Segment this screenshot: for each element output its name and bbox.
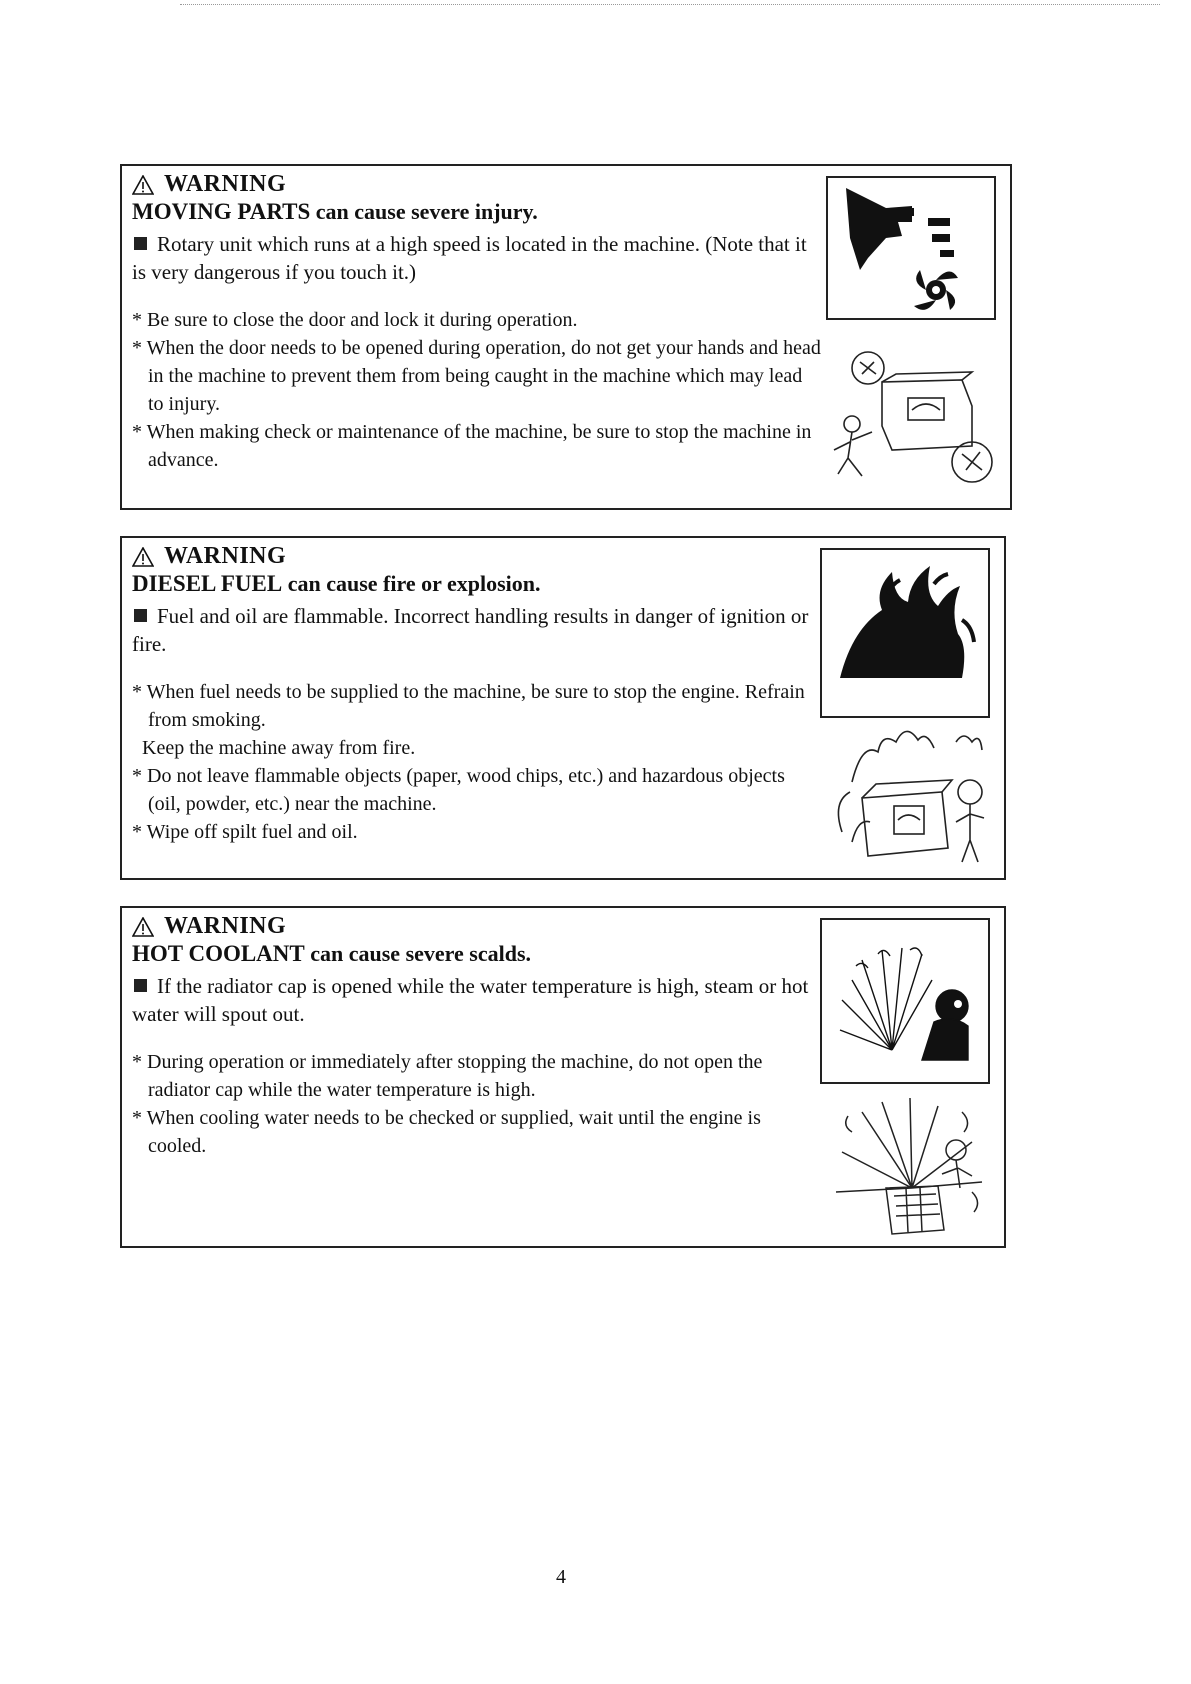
warning-text xyxy=(132,170,822,474)
warning-triangle-icon xyxy=(132,547,154,567)
hazard-consequence: can cause severe injury. xyxy=(315,199,538,224)
precaution-list xyxy=(132,1048,822,1160)
hazard-description-text: If the radiator cap is opened while the water temperature is high, steam or hot water will spout out. xyxy=(132,974,809,1026)
hazard-consequence: can cause fire or explosion. xyxy=(287,571,541,596)
square-bullet-icon xyxy=(134,237,147,250)
hazard-consequence: can cause severe scalds. xyxy=(310,941,532,966)
warning-box-diesel-fuel xyxy=(120,536,1006,880)
warning-label: WARNING xyxy=(164,171,287,197)
burning-machine-illustration-icon xyxy=(822,722,998,870)
hazard-description xyxy=(132,230,822,286)
flame-icon xyxy=(820,548,990,718)
precaution-item: * When the door needs to be opened during operation, do not get your hands and head in the machine to prevent them from being caught in the machine which may lead to injury. xyxy=(132,337,821,415)
hazard-description xyxy=(132,972,822,1028)
precaution-item: Keep the machine away from fire. xyxy=(142,737,416,759)
hazard-title xyxy=(132,571,822,600)
scan-artifact-line xyxy=(180,4,1160,7)
warning-triangle-icon xyxy=(132,175,154,195)
square-bullet-icon xyxy=(134,979,147,992)
precaution-list xyxy=(132,678,822,846)
square-bullet-icon xyxy=(134,609,147,622)
warning-box-moving-parts xyxy=(120,164,1012,510)
rotating-fan-hand-icon xyxy=(826,176,996,320)
precaution-list xyxy=(132,306,822,474)
worker-machine-illustration-icon xyxy=(822,346,998,496)
precaution-item: * Wipe off spilt fuel and oil. xyxy=(132,821,358,843)
hazard-key: MOVING PARTS xyxy=(132,199,311,224)
precaution-item: * Do not leave flammable objects (paper, wood chips, etc.) and hazardous objects (oil, powder, etc.) near the machine. xyxy=(132,765,785,815)
warning-label: WARNING xyxy=(164,543,287,569)
steam-spray-icon xyxy=(820,918,990,1084)
warning-triangle-icon xyxy=(132,917,154,937)
hazard-key: DIESEL FUEL xyxy=(132,571,283,596)
hazard-title xyxy=(132,199,822,228)
hazard-description xyxy=(132,602,822,658)
precaution-item: * During operation or immediately after stopping the machine, do not open the radiator cap while the water temperature is high. xyxy=(132,1051,763,1101)
warning-heading xyxy=(132,170,822,199)
precaution-item: * When fuel needs to be supplied to the machine, be sure to stop the engine. Refrain from smoking. xyxy=(132,681,805,731)
hazard-description-text: Rotary unit which runs at a high speed is located in the machine. (Note that it is very dangerous if you touch it.) xyxy=(132,232,807,284)
precaution-item: * Be sure to close the door and lock it during operation. xyxy=(132,309,578,331)
warning-box-hot-coolant xyxy=(120,906,1006,1248)
warning-label: WARNING xyxy=(164,913,287,939)
precaution-item: * When cooling water needs to be checked or supplied, wait until the engine is cooled. xyxy=(132,1107,761,1157)
warning-heading xyxy=(132,542,822,571)
warning-heading xyxy=(132,912,822,941)
warning-text xyxy=(132,912,822,1160)
hazard-key: HOT COOLANT xyxy=(132,941,305,966)
page-number: 4 xyxy=(556,1566,566,1588)
hazard-title xyxy=(132,941,822,970)
precaution-item: * When making check or maintenance of the machine, be sure to stop the machine in advance. xyxy=(132,421,812,471)
warning-text xyxy=(132,542,822,846)
hazard-description-text: Fuel and oil are flammable. Incorrect handling results in danger of ignition or fire. xyxy=(132,604,809,656)
radiator-spray-illustration-icon xyxy=(822,1092,998,1238)
